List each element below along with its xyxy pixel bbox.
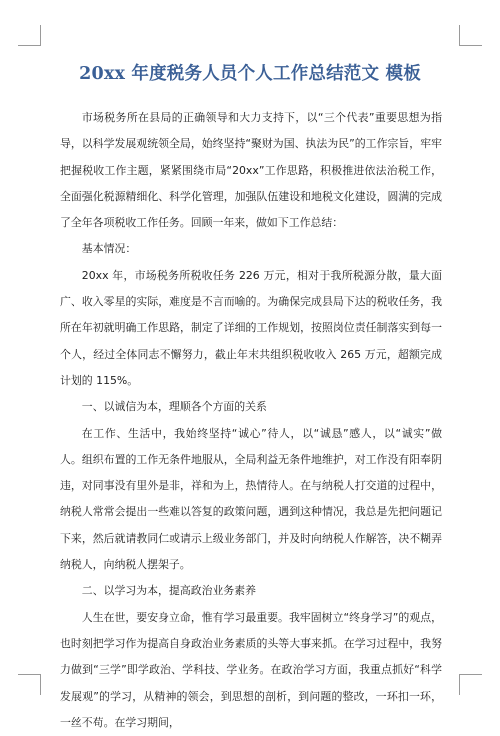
crop-mark-bottom-right bbox=[459, 674, 482, 695]
paragraph-learning: 人生在世，要安身立命，惟有学习最重要。我牢固树立“终身学习”的观点，也时刻把学习作为提高自身政治业务素质的头等大事来抓。在学习过程中，我努力做到“三学”即学政治、学科技、学业务。在政治学习方面，我重点抓好“科学发展观”的学习，从精神的领会，到思想的剖析，到问题的整改，一环扣一环，一丝不苟。在学习期间， bbox=[60, 610, 442, 729]
section-heading-learning: 二、以学习为本，提高政治业务素养 bbox=[81, 584, 257, 598]
crop-mark-top-left bbox=[18, 25, 41, 46]
paragraph-intro: 市场税务所在县局的正确领导和大力支持下，以“三个代表”重要思想为指导，以科学发展观统领全局，始终坚持“聚财为国、执法为民”的工作宗旨，牢牢把握税收工作主题，紧紧围绕市局“20xx”工作思路，积极推进依法治税工作，全面强化税源精细化、科学化管理，加强队伍建设和地税文化建设，圆满的完成了全年各项税收工作任务。回顾一年来，做如下工作总结： bbox=[60, 111, 442, 230]
crop-mark-top-right bbox=[459, 25, 482, 46]
paragraph-integrity: 在工作、生活中，我始终坚持“诚心”待人，以“诚恳”感人，以“诚实”做人。组织布置的工作无条件地服从，全局利益无条件地维护，对工作没有阳奉阴违，对同事没有里外是非，祥和为上，热情待人。在与纳税人打交道的过程中，纳税人常常会提出一些难以答复的政策问题，遇到这种情况，我总是先把问题记下来，然后就请教同仁或请示上级业务部门，并及时向纳税人作解答，决不糊弄纳税人，向纳税人摆架子。 bbox=[60, 426, 442, 572]
section-heading-integrity: 一、以诚信为本，理顺各个方面的关系 bbox=[81, 400, 267, 414]
paragraph-basic-heading: 基本情况： bbox=[81, 242, 137, 256]
document-title: 20xx 年度税务人员个人工作总结范文 模板 bbox=[79, 64, 421, 84]
document-body bbox=[60, 105, 442, 736]
paragraph-basic-situation: 20xx 年，市场税务所税收任务 226 万元，相对于我所税源分散，量大面广、收入零星的实际，难度是不言而喻的。为确保完成县局下达的税收任务，我所在年初就明确工作思路，制定了详细的工作规划，按照岗位责任制落实到每一个人，经过全体同志不懈努力，截止年末共组织税收收入 265 万元，超额完成计划的 115%。 bbox=[60, 268, 442, 387]
crop-mark-bottom-left bbox=[18, 674, 41, 695]
